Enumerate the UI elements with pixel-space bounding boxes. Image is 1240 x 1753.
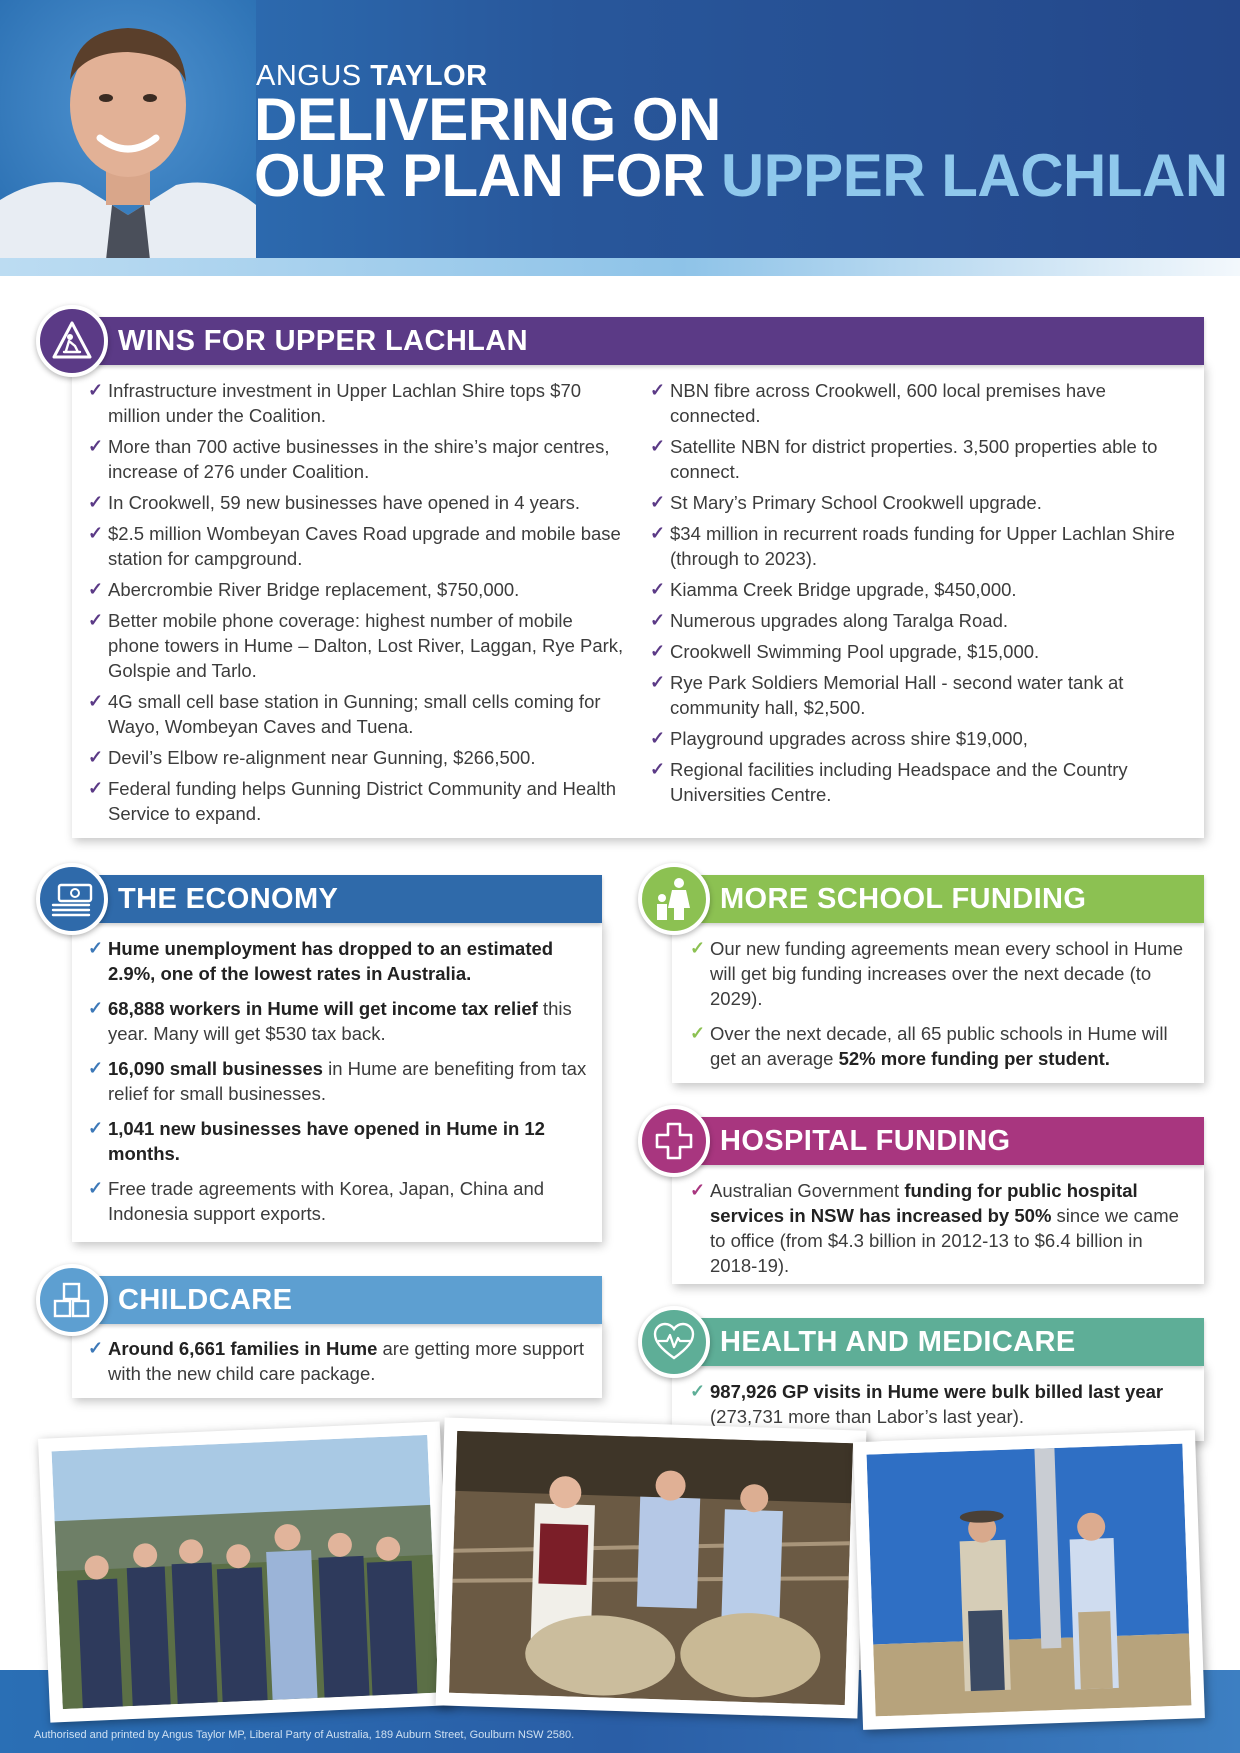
check-icon: ✓ <box>650 436 666 456</box>
list-item: ✓ Federal funding helps Gunning District Community and Health Service to expand. <box>88 778 616 824</box>
hospital-list <box>690 1178 1190 1284</box>
check-icon: ✓ <box>88 747 104 767</box>
check-icon: ✓ <box>88 610 104 630</box>
check-icon: ✓ <box>88 1118 104 1138</box>
check-icon: ✓ <box>690 1023 706 1043</box>
school-list <box>690 936 1190 1077</box>
list-item: ✓ Regional facilities including Headspace and the Country Universities Centre. <box>650 759 1128 805</box>
check-icon: ✓ <box>88 523 104 543</box>
check-icon: ✓ <box>88 938 104 958</box>
check-icon: ✓ <box>88 436 104 456</box>
heart-pulse-icon <box>652 1322 696 1362</box>
list-item: ✓ 1,041 new businesses have opened in Hume in 12 months. <box>88 1118 545 1164</box>
check-icon: ✓ <box>88 492 104 512</box>
economy-title-bar <box>72 875 602 923</box>
list-item: ✓ $2.5 million Wombeyan Caves Road upgrade and mobile base station for campground. <box>88 523 621 569</box>
hospital-title: HOSPITAL FUNDING <box>720 1125 1011 1157</box>
group-photo <box>38 1421 452 1722</box>
title-line-2: OUR PLAN FOR UPPER LACHLAN <box>254 142 1228 209</box>
wins-title: WINS FOR UPPER LACHLAN <box>118 325 528 357</box>
authorisation-text: Authorised and printed by Angus Taylor MP, Liberal Party of Australia, 189 Auburn Street, Goulburn NSW 2580. <box>34 1729 575 1741</box>
check-icon: ✓ <box>88 1338 104 1358</box>
list-item: ✓ 987,926 GP visits in Hume were bulk billed last year (273,731 more than Labor’s last year). <box>690 1381 1164 1427</box>
list-item: ✓ In Crookwell, 59 new businesses have opened in 4 years. <box>88 492 581 513</box>
list-item: ✓ Kiamma Creek Bridge upgrade, $450,000. <box>650 579 1017 600</box>
school-badge <box>638 863 710 935</box>
health-title: HEALTH AND MEDICARE <box>720 1326 1076 1358</box>
list-item: ✓ Over the next decade, all 65 public schools in Hume will get an average 52% more funding per student. <box>690 1023 1168 1069</box>
check-icon: ✓ <box>88 691 104 711</box>
parent-child-icon <box>653 876 695 922</box>
check-icon: ✓ <box>650 579 666 599</box>
list-item: ✓ Numerous upgrades along Taralga Road. <box>650 610 1009 631</box>
list-item: ✓ Rye Park Soldiers Memorial Hall - second water tank at community hall, $2,500. <box>650 672 1124 718</box>
check-icon: ✓ <box>650 380 666 400</box>
candidate-name: ANGUS TAYLOR <box>256 60 488 92</box>
check-icon: ✓ <box>650 728 666 748</box>
sheep-shed-photo <box>436 1417 867 1718</box>
check-icon: ✓ <box>690 1180 706 1200</box>
money-stack-icon <box>49 879 95 919</box>
check-icon: ✓ <box>690 938 706 958</box>
list-item: ✓ $34 million in recurrent roads funding for Upper Lachlan Shire (through to 2023). <box>650 523 1175 569</box>
page-title <box>254 86 1228 209</box>
check-icon: ✓ <box>650 759 666 779</box>
check-icon: ✓ <box>650 641 666 661</box>
check-icon: ✓ <box>690 1381 706 1401</box>
title-line-1: DELIVERING ON <box>254 86 721 153</box>
list-item: ✓ Hume unemployment has dropped to an estimated 2.9%, one of the lowest rates in Australia. <box>88 938 554 984</box>
childcare-badge <box>36 1264 108 1336</box>
check-icon: ✓ <box>650 672 666 692</box>
list-item: ✓ Crookwell Swimming Pool upgrade, $15,000. <box>650 641 1040 662</box>
check-icon: ✓ <box>88 579 104 599</box>
check-icon: ✓ <box>650 523 666 543</box>
school-title: MORE SCHOOL FUNDING <box>720 883 1087 915</box>
childcare-title-bar <box>72 1276 602 1324</box>
check-icon: ✓ <box>88 380 104 400</box>
header-banner <box>0 0 1240 260</box>
list-item: ✓ 68,888 workers in Hume will get income tax relief this year. Many will get $530 tax back. <box>88 998 572 1044</box>
health-badge <box>638 1306 710 1378</box>
header-stripe <box>0 258 1240 276</box>
list-item: ✓ Free trade agreements with Korea, Japan, China and Indonesia support exports. <box>88 1178 545 1224</box>
check-icon: ✓ <box>650 492 666 512</box>
list-item: ✓ Our new funding agreements mean every school in Hume will get big funding increases over the next decade (to 2029). <box>690 938 1184 1009</box>
check-icon: ✓ <box>88 998 104 1018</box>
title-accent: UPPER LACHLAN <box>720 142 1228 209</box>
list-item: ✓ Abercrombie River Bridge replacement, $750,000. <box>88 579 520 600</box>
list-item: ✓ St Mary’s Primary School Crookwell upgrade. <box>650 492 1042 513</box>
childcare-list <box>88 1336 588 1392</box>
roadworks-sign-icon <box>50 319 94 363</box>
childcare-title: CHILDCARE <box>118 1284 293 1316</box>
check-icon: ✓ <box>88 1178 104 1198</box>
list-item: ✓ Around 6,661 families in Hume are getting more support with the new child care package. <box>88 1338 585 1384</box>
economy-badge <box>36 863 108 935</box>
check-icon: ✓ <box>88 1058 104 1078</box>
list-item: ✓ Satellite NBN for district properties. 3,500 properties able to connect. <box>650 436 1158 482</box>
list-item: ✓ Better mobile phone coverage: highest number of mobile phone towers in Hume – Dalton, Lost River, Laggan, Rye Park, Golspie and Tarlo. <box>88 610 624 681</box>
check-icon: ✓ <box>650 610 666 630</box>
economy-list <box>88 936 588 1232</box>
wins-list-right <box>650 378 1190 813</box>
hospital-title-bar <box>672 1117 1204 1165</box>
economy-title: THE ECONOMY <box>118 883 339 915</box>
list-item: ✓ Infrastructure investment in Upper Lachlan Shire tops $70 million under the Coalition. <box>88 380 582 426</box>
list-item: ✓ NBN fibre across Crookwell, 600 local premises have connected. <box>650 380 1106 426</box>
list-item: ✓ Devil’s Elbow re-alignment near Gunning, $266,500. <box>88 747 536 768</box>
hospital-badge <box>638 1105 710 1177</box>
building-blocks-icon <box>51 1279 93 1321</box>
check-icon: ✓ <box>88 778 104 798</box>
list-item: ✓ Playground upgrades across shire $19,000, <box>650 728 1028 749</box>
list-item: ✓ More than 700 active businesses in the shire’s major centres, increase of 276 under Coalition. <box>88 436 610 482</box>
wins-list-left <box>88 378 626 832</box>
mobile-tower-photo <box>853 1430 1205 1730</box>
school-title-bar <box>672 875 1204 923</box>
list-item: ✓ 16,090 small businesses in Hume are benefiting from tax relief for small businesses. <box>88 1058 587 1104</box>
wins-title-bar <box>72 317 1204 365</box>
list-item: ✓ Australian Government funding for public hospital services in NSW has increased by 50% since we came to office (from $4.3 billion in 2012-13 to $6.4 billion in 2018-19). <box>690 1180 1179 1276</box>
portrait-photo <box>0 0 256 260</box>
medical-cross-icon <box>653 1120 695 1162</box>
wins-badge <box>36 305 108 377</box>
health-title-bar <box>672 1318 1204 1366</box>
list-item: ✓ 4G small cell base station in Gunning; small cells coming for Wayo, Wombeyan Caves and Tuena. <box>88 691 601 737</box>
